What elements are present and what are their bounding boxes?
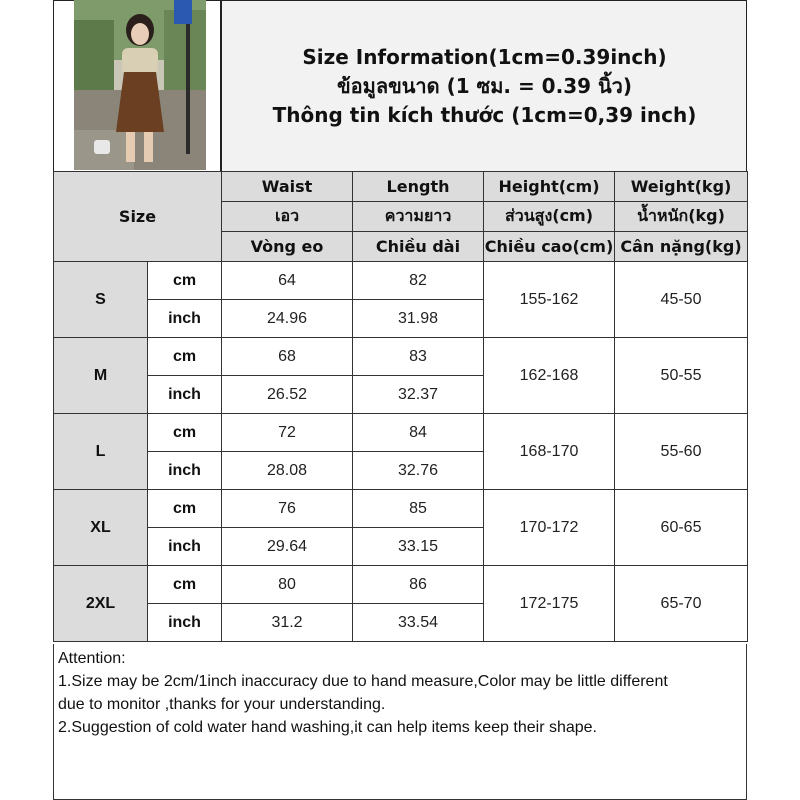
unit-inch: inch xyxy=(148,528,222,566)
unit-inch: inch xyxy=(148,376,222,414)
length-inch-value: 32.37 xyxy=(353,376,484,414)
col-height-en: Height(cm) xyxy=(484,172,615,202)
product-photo xyxy=(74,0,206,170)
waist-inch-value: 24.96 xyxy=(222,300,353,338)
waist-inch-value: 31.2 xyxy=(222,604,353,642)
size-column-header: Size xyxy=(54,172,222,262)
col-length-en: Length xyxy=(353,172,484,202)
col-waist-vi: Vòng eo xyxy=(222,232,353,262)
waist-inch-value: 28.08 xyxy=(222,452,353,490)
unit-inch: inch xyxy=(148,604,222,642)
weight-value: 50-55 xyxy=(615,338,748,414)
length-cm-value: 84 xyxy=(353,414,484,452)
attention-notes xyxy=(53,644,747,800)
col-weight-th: น้ำหนัก(kg) xyxy=(615,202,748,232)
length-inch-value: 33.15 xyxy=(353,528,484,566)
size-label: M xyxy=(54,338,148,414)
size-label: S xyxy=(54,262,148,338)
unit-cm: cm xyxy=(148,566,222,604)
length-inch-value: 31.98 xyxy=(353,300,484,338)
model-photo-illustration xyxy=(74,0,206,170)
unit-inch: inch xyxy=(148,300,222,338)
table-row xyxy=(54,566,748,604)
col-waist-th: เอว xyxy=(222,202,353,232)
length-cm-value: 85 xyxy=(353,490,484,528)
unit-inch: inch xyxy=(148,452,222,490)
weight-value: 60-65 xyxy=(615,490,748,566)
height-value: 155-162 xyxy=(484,262,615,338)
length-cm-value: 83 xyxy=(353,338,484,376)
col-weight-en: Weight(kg) xyxy=(615,172,748,202)
size-label: XL xyxy=(54,490,148,566)
table-row xyxy=(54,414,748,452)
height-value: 168-170 xyxy=(484,414,615,490)
unit-cm: cm xyxy=(148,490,222,528)
length-inch-value: 33.54 xyxy=(353,604,484,642)
col-height-vi: Chiều cao(cm) xyxy=(484,232,615,262)
length-cm-value: 82 xyxy=(353,262,484,300)
waist-inch-value: 29.64 xyxy=(222,528,353,566)
attention-line-2: due to monitor ,thanks for your understanding. xyxy=(58,696,386,713)
col-weight-vi: Cân nặng(kg) xyxy=(615,232,748,262)
attention-title: Attention: xyxy=(58,650,126,667)
col-length-th: ความยาว xyxy=(353,202,484,232)
unit-cm: cm xyxy=(148,262,222,300)
size-label: L xyxy=(54,414,148,490)
waist-cm-value: 72 xyxy=(222,414,353,452)
waist-cm-value: 80 xyxy=(222,566,353,604)
title-thai: ข้อมูลขนาด (1 ซม. = 0.39 นิ้ว) xyxy=(336,73,633,98)
height-value: 170-172 xyxy=(484,490,615,566)
col-height-th: ส่วนสูง(cm) xyxy=(484,202,615,232)
waist-cm-value: 68 xyxy=(222,338,353,376)
height-value: 172-175 xyxy=(484,566,615,642)
waist-inch-value: 26.52 xyxy=(222,376,353,414)
col-waist-en: Waist xyxy=(222,172,353,202)
attention-line-3: 2.Suggestion of cold water hand washing,it can help items keep their shape. xyxy=(58,719,597,736)
size-label: 2XL xyxy=(54,566,148,642)
header-title-block xyxy=(222,0,747,172)
table-row xyxy=(54,338,748,376)
weight-value: 45-50 xyxy=(615,262,748,338)
waist-cm-value: 76 xyxy=(222,490,353,528)
attention-line-1: 1.Size may be 2cm/1inch inaccuracy due to hand measure,Color may be little different xyxy=(58,673,668,690)
length-inch-value: 32.76 xyxy=(353,452,484,490)
length-cm-value: 86 xyxy=(353,566,484,604)
unit-cm: cm xyxy=(148,338,222,376)
col-length-vi: Chiều dài xyxy=(353,232,484,262)
table-row xyxy=(54,490,748,528)
table-row xyxy=(54,262,748,300)
waist-cm-value: 64 xyxy=(222,262,353,300)
title-english: Size Information(1cm=0.39inch) xyxy=(302,44,667,69)
size-chart-table xyxy=(53,171,748,642)
weight-value: 55-60 xyxy=(615,414,748,490)
height-value: 162-168 xyxy=(484,338,615,414)
unit-cm: cm xyxy=(148,414,222,452)
title-vietnamese: Thông tin kích thước (1cm=0,39 inch) xyxy=(272,102,697,127)
weight-value: 65-70 xyxy=(615,566,748,642)
